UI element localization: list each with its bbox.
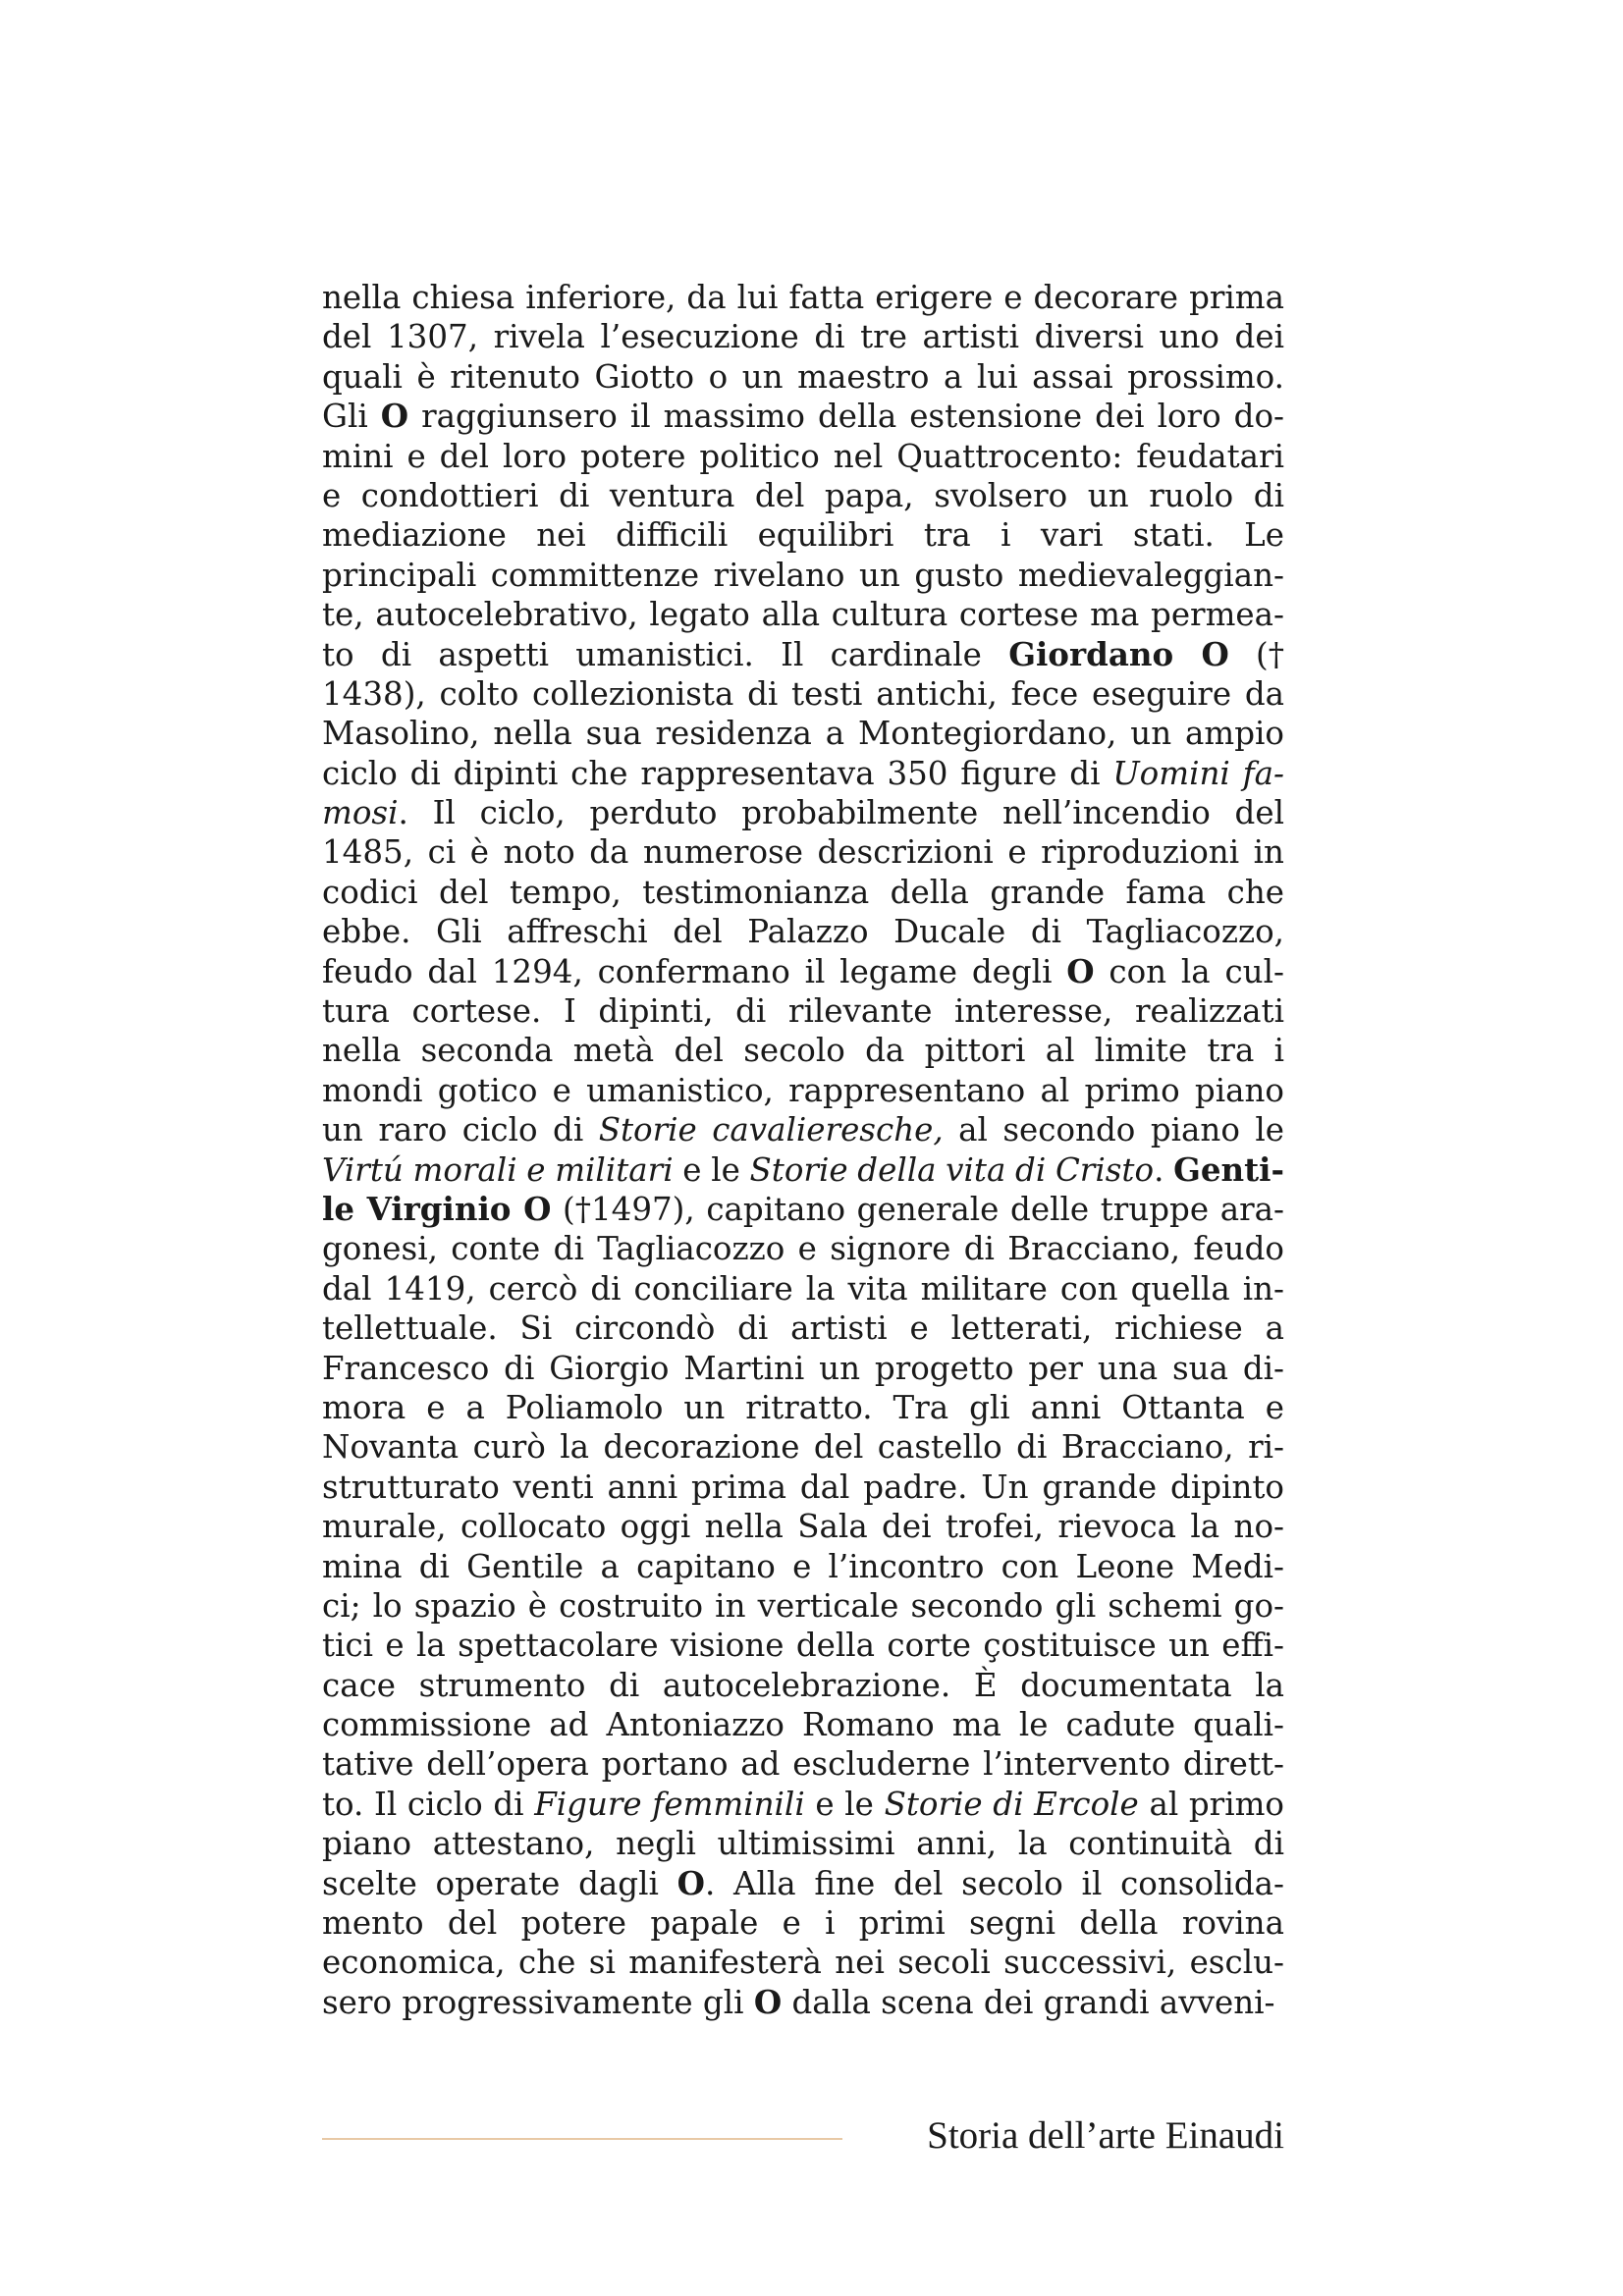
text-line: [322, 714, 1284, 753]
text-run: 1485, ci è noto da numerose descrizioni e riproduzioni in: [322, 833, 1284, 872]
text-run: scelte operate dagli: [322, 1864, 677, 1902]
text-line: [322, 991, 1284, 1031]
text-run: economica, che si manifesterà nei secoli successivi, esclu-: [322, 1944, 1284, 1982]
italic-run: Storie cavalieresche,: [598, 1111, 944, 1149]
text-line: [322, 1744, 1284, 1784]
text-line: [322, 1586, 1284, 1626]
text-line: [322, 595, 1284, 634]
text-line: [322, 754, 1284, 793]
text-run: mini e del loro potere politico nel Quattrocento: feudatari: [322, 437, 1284, 475]
text-line: [322, 515, 1284, 555]
text-run: quali è ritenuto Giotto o un maestro a lui assai prossimo.: [322, 357, 1284, 396]
text-run: mento del potere papale e i primi segni della rovina: [322, 1904, 1284, 1943]
bold-run: O: [676, 1863, 705, 1902]
text-run: to. Il ciclo di: [322, 1785, 535, 1823]
text-line: [322, 635, 1284, 674]
text-run: nella chiesa inferiore, da lui fatta erigere e decorare prima: [322, 279, 1284, 316]
text-run: commissione ad Antoniazzo Romano ma le cadute quali-: [322, 1706, 1284, 1744]
text-run: . Il ciclo, perduto probabilmente nell’incendio del: [398, 794, 1284, 832]
italic-run: Figure femminili: [534, 1785, 805, 1823]
text-run: codici del tempo, testimonianza della grande fama che: [322, 873, 1284, 911]
text-run: te, autocelebrativo, legato alla cultura cortese ma permea-: [322, 596, 1284, 634]
text-run: e le: [804, 1785, 885, 1823]
text-line: [322, 1190, 1284, 1229]
text-run: ci; lo spazio è costruito in verticale secondo gli schemi go-: [322, 1586, 1284, 1625]
text-run: dalla scena dei grandi avveni-: [782, 1983, 1275, 2021]
text-line: [322, 674, 1284, 714]
text-run: mondi gotico e umanistico, rappresentano al primo piano: [322, 1071, 1284, 1109]
text-line: [322, 793, 1284, 832]
text-run: (†1497), capitano generale delle truppe ara-: [551, 1190, 1284, 1228]
text-line: [322, 317, 1284, 356]
text-run: piano attestano, negli ultimissimi anni, la continuità di: [322, 1825, 1284, 1863]
italic-run: mosi: [322, 794, 399, 832]
text-run: sero progressivamente gli: [322, 1983, 754, 2021]
text-run: feudo dal 1294, confermano il legame degli: [322, 952, 1067, 990]
bold-run: O: [753, 1982, 783, 2021]
text-run: mora e a Poliamolo un ritratto. Tra gli anni Ottanta e: [322, 1388, 1284, 1426]
text-run: Novanta curò la decorazione del castello di Bracciano, ri-: [322, 1428, 1284, 1467]
text-run: 1438), colto collezionista di testi antichi, fece eseguire da: [322, 674, 1284, 713]
text-line: [322, 476, 1284, 515]
text-run: e le: [673, 1150, 750, 1189]
text-line: [322, 1824, 1284, 1863]
text-line: [322, 1269, 1284, 1308]
text-line: [322, 1229, 1284, 1268]
italic-run: Uomini fa-: [1112, 754, 1284, 792]
text-line: [322, 397, 1284, 436]
text-run: tative dell’opera portano ad escluderne l’intervento dirett-: [322, 1745, 1284, 1784]
text-run: e condottieri di ventura del papa, svolsero un ruolo di: [322, 476, 1284, 514]
footer-title: Storia dell’arte Einaudi: [927, 2114, 1284, 2157]
page-footer: [322, 2109, 1284, 2163]
text-run: al primo: [1138, 1785, 1284, 1823]
text-line: [322, 952, 1284, 991]
text-line: [322, 1864, 1284, 1903]
text-run: del 1307, rivela l’esecuzione di tre artisti diversi uno dei: [322, 318, 1284, 356]
text-run: (†: [1228, 635, 1284, 673]
text-line: [322, 1785, 1284, 1824]
text-run: mediazione nei difficili equilibri tra i vari stati. Le: [322, 516, 1284, 555]
text-run: to di aspetti umanistici. Il cardinale: [322, 635, 1009, 673]
text-run: al secondo piano le: [943, 1111, 1284, 1149]
bold-run: le Virginio O: [322, 1189, 552, 1228]
text-line: [322, 1388, 1284, 1427]
text-line: [322, 1705, 1284, 1744]
text-line: [322, 556, 1284, 595]
text-run: tici e la spettacolare visione della corte çostituisce un effi-: [322, 1627, 1284, 1665]
text-line: [322, 1308, 1284, 1348]
text-line: [322, 1626, 1284, 1665]
text-run: un raro ciclo di: [322, 1111, 599, 1149]
text-line: [322, 357, 1284, 397]
text-run: dal 1419, cercò di conciliare la vita militare con quella in-: [322, 1269, 1284, 1308]
text-run: tellettuale. Si circondò di artisti e letterati, richiese a: [322, 1309, 1284, 1348]
text-line: [322, 1468, 1284, 1507]
text-run: principali committenze rivelano un gusto medievaleggian-: [322, 556, 1284, 594]
italic-run: Virtú morali e militari: [322, 1150, 674, 1189]
text-run: Gli: [322, 398, 381, 436]
text-line: [322, 1427, 1284, 1467]
text-run: . Alla fine del secolo il consolida-: [704, 1864, 1284, 1902]
text-line: [322, 1507, 1284, 1546]
footer-rule: [322, 2138, 842, 2140]
text-line: [322, 1943, 1284, 1982]
text-line: [322, 1903, 1284, 1943]
text-run: strutturato venti anni prima dal padre. Un grande dipinto: [322, 1468, 1284, 1506]
text-run: Francesco di Giorgio Martini un progetto per una sua di-: [322, 1349, 1284, 1387]
text-line: [322, 912, 1284, 951]
text-line: [322, 278, 1284, 317]
text-line: [322, 1110, 1284, 1149]
text-line: [322, 1547, 1284, 1586]
text-run: .: [1154, 1150, 1174, 1189]
text-line: [322, 1666, 1284, 1705]
text-run: cace strumento di autocelebrazione. È documentata la: [322, 1666, 1284, 1704]
text-run: murale, collocato oggi nella Sala dei trofei, rievoca la no-: [322, 1508, 1284, 1546]
text-run: mina di Gentile a capitano e l’incontro con Leone Medi-: [322, 1547, 1284, 1585]
bold-run: O: [1066, 951, 1095, 990]
text-line: [322, 832, 1284, 872]
bold-run: Genti-: [1173, 1149, 1285, 1189]
bold-run: Giordano O: [1008, 634, 1229, 673]
text-run: raggiunsero il massimo della estensione dei loro do-: [408, 398, 1284, 436]
text-line: [322, 873, 1284, 912]
text-line: [322, 1349, 1284, 1388]
text-run: con la cul-: [1094, 952, 1284, 990]
text-run: nella seconda metà del secolo da pittori al limite tra i: [322, 1032, 1284, 1070]
italic-run: Storie di Ercole: [884, 1785, 1139, 1823]
text-run: tura cortese. I dipinti, di rilevante interesse, realizzati: [322, 992, 1284, 1031]
text-line: [322, 1031, 1284, 1070]
text-run: gonesi, conte di Tagliacozzo e signore di Bracciano, feudo: [322, 1230, 1284, 1268]
text-run: ebbe. Gli affreschi del Palazzo Ducale di Tagliacozzo,: [322, 913, 1284, 951]
body-text: [322, 278, 1284, 2022]
text-line: [322, 437, 1284, 476]
text-run: ciclo di dipinti che rappresentava 350 figure di: [322, 754, 1113, 792]
text-line: [322, 1150, 1284, 1190]
text-line: [322, 1983, 1284, 2022]
bold-run: O: [380, 397, 409, 436]
text-run: Masolino, nella sua residenza a Montegiordano, un ampio: [322, 715, 1284, 753]
italic-run: Storie della vita di Cristo: [749, 1150, 1155, 1189]
text-line: [322, 1071, 1284, 1110]
